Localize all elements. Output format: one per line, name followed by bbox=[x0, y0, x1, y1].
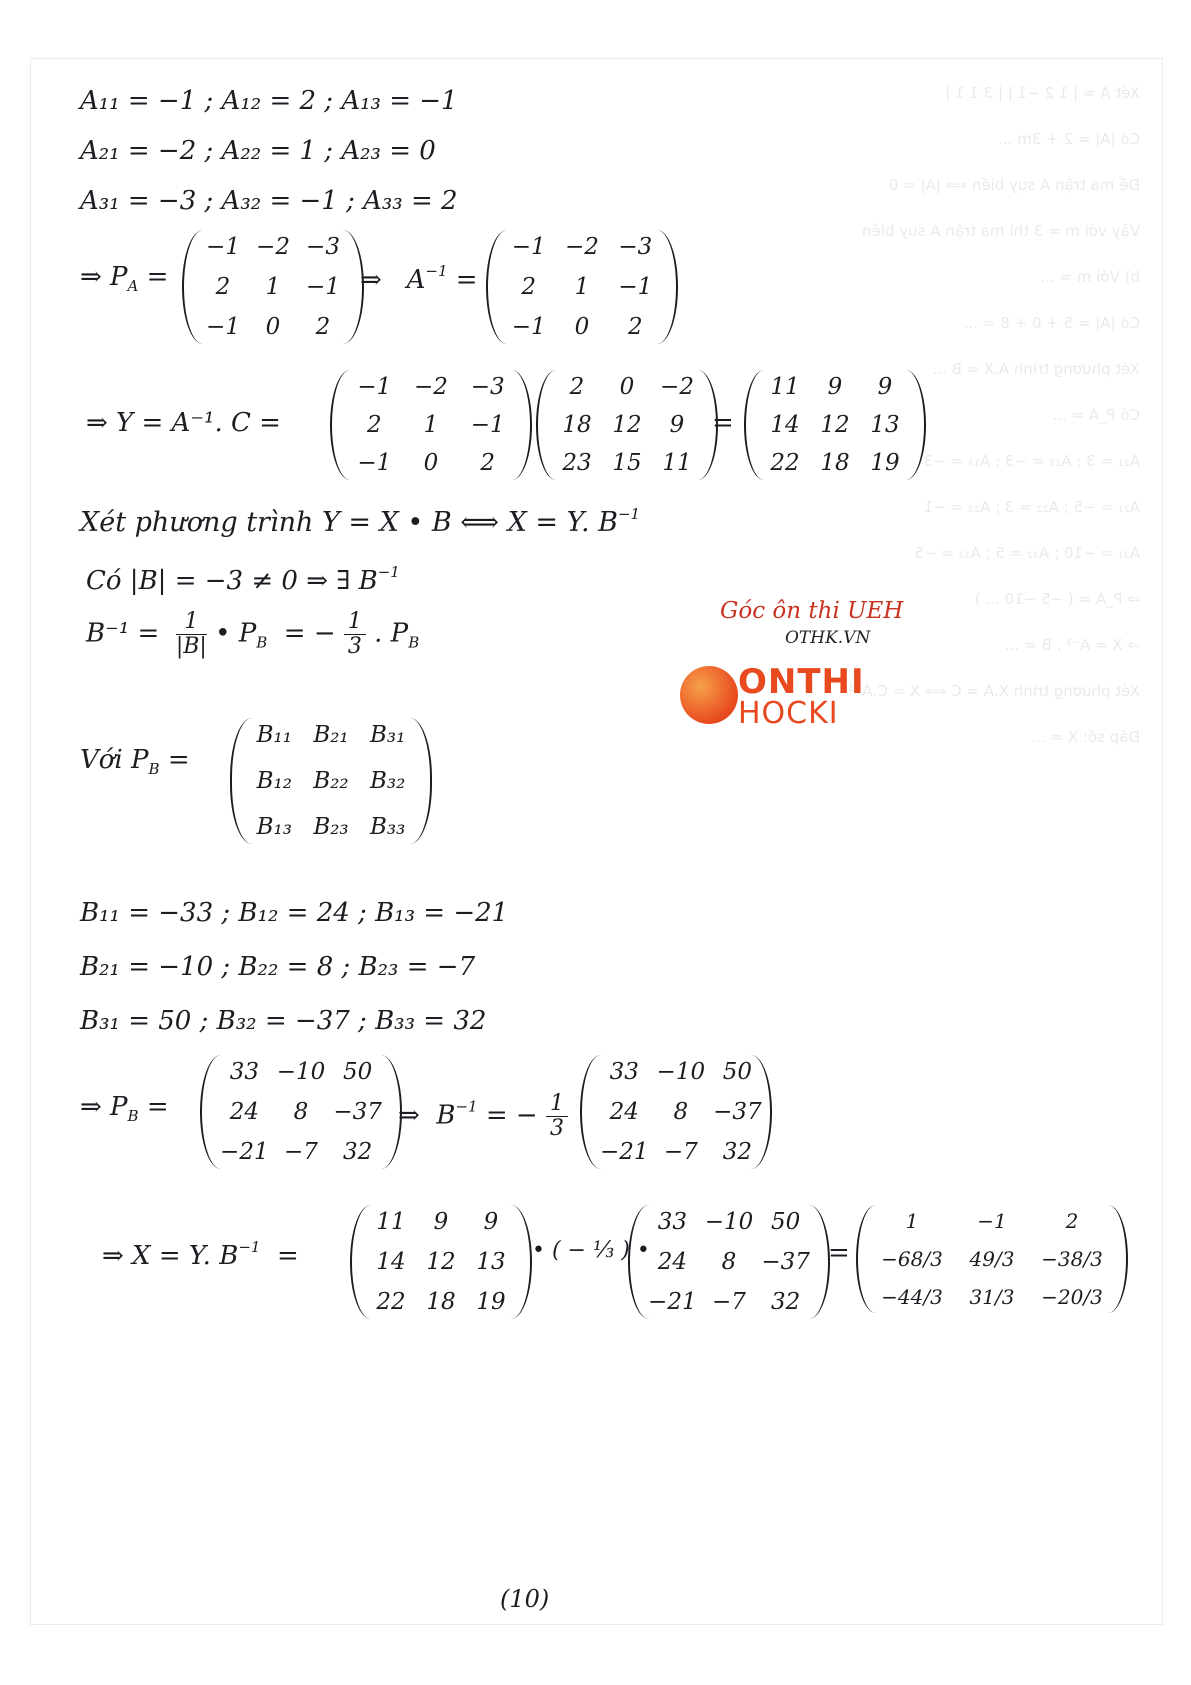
logo-brand-top: ONTHI bbox=[738, 662, 865, 702]
pb-cell: 33 bbox=[229, 1059, 259, 1085]
y-cell: 12 bbox=[820, 412, 850, 438]
ainv-cell: 2 bbox=[521, 274, 536, 300]
y-cell: 22 bbox=[770, 450, 800, 476]
y-cell: 9 bbox=[433, 1209, 449, 1235]
x-cell: −68/3 bbox=[881, 1247, 943, 1271]
logo-mark bbox=[680, 656, 960, 736]
pb-cell: 32 bbox=[343, 1139, 373, 1165]
y-cell: 19 bbox=[870, 450, 900, 476]
pa-cell: −1 bbox=[206, 234, 240, 260]
ainv-cell: −1 bbox=[357, 450, 392, 476]
y-matrix-2 bbox=[350, 1205, 532, 1319]
pb-cell: 50 bbox=[343, 1059, 373, 1085]
pa-cell: 1 bbox=[265, 274, 281, 300]
y-cell: 12 bbox=[426, 1249, 456, 1275]
c-cell: 2 bbox=[569, 374, 585, 400]
pb-matrix-2 bbox=[628, 1205, 830, 1319]
y-cell: 13 bbox=[870, 412, 900, 438]
pb-cell: −10 bbox=[704, 1209, 754, 1235]
ainv-cell: −1 bbox=[511, 314, 546, 340]
c-cell: 0 bbox=[619, 374, 635, 400]
pa-cell: −1 bbox=[306, 274, 340, 300]
pa-cell: −2 bbox=[256, 234, 290, 260]
pb-cell: 50 bbox=[771, 1209, 801, 1235]
c-cell: 23 bbox=[562, 450, 592, 476]
binv-cell: −21 bbox=[600, 1139, 649, 1165]
pb-cell: −21 bbox=[220, 1139, 269, 1165]
x-cell: 2 bbox=[1065, 1209, 1079, 1233]
cofactor-line-a3: A₃₁ = −3 ; A₃₂ = −1 ; A₃₃ = 2 bbox=[80, 186, 458, 216]
ainv-cell: −1 bbox=[511, 234, 546, 260]
x-eq-label: ⇒ X = Y. $B^{-1}$ = bbox=[102, 1238, 299, 1271]
logo-brand-bottom: HOCKI bbox=[738, 696, 839, 731]
y-cell: 13 bbox=[476, 1249, 506, 1275]
c-matrix bbox=[536, 370, 718, 480]
pa-label: ⇒ $P_A$ = bbox=[80, 262, 169, 295]
binv-cell: −10 bbox=[656, 1059, 706, 1085]
pa-cell: 2 bbox=[315, 314, 331, 340]
x-cell: 1 bbox=[905, 1209, 919, 1233]
logo-title: Góc ôn thi UEH bbox=[720, 598, 904, 624]
pb-cell: 24 bbox=[229, 1099, 259, 1125]
y-eq-equals: = bbox=[712, 408, 734, 438]
ainv-cell: 2 bbox=[628, 314, 643, 340]
pb-cell: −37 bbox=[761, 1249, 810, 1275]
b-cofactor-line-3: B₃₁ = 50 ; B₃₂ = −37 ; B₃₃ = 32 bbox=[80, 1006, 487, 1036]
x-cell: 31/3 bbox=[969, 1285, 1015, 1309]
binv-cell: 33 bbox=[609, 1059, 639, 1085]
b-cofactor-line-2: B₂₁ = −10 ; B₂₂ = 8 ; B₂₃ = −7 bbox=[80, 952, 476, 982]
brand-logo bbox=[680, 598, 960, 736]
pb-symbolic-cell: B₃₂ bbox=[369, 768, 406, 794]
y-cell: 9 bbox=[827, 374, 843, 400]
pb-symbolic-cell: B₂₁ bbox=[313, 722, 349, 748]
xet-line: Xét phương trình Y = X • B ⟺ X = Y. $B^{-1}$ bbox=[80, 505, 641, 538]
cofactor-line-a1: A₁₁ = −1 ; A₁₂ = 2 ; A₁₃ = −1 bbox=[80, 86, 458, 116]
pb-matrix bbox=[200, 1055, 402, 1169]
ainv-cell: 1 bbox=[423, 412, 439, 438]
y-cell: 9 bbox=[877, 374, 893, 400]
x-cell: 49/3 bbox=[969, 1247, 1015, 1271]
logo-ball-icon bbox=[680, 666, 738, 724]
ainv-cell: 2 bbox=[480, 450, 495, 476]
x-cell: −38/3 bbox=[1041, 1247, 1103, 1271]
x-cell: −20/3 bbox=[1041, 1285, 1103, 1309]
ainv-cell: −1 bbox=[618, 274, 653, 300]
y-cell: 22 bbox=[376, 1289, 406, 1315]
x-cell: −44/3 bbox=[881, 1285, 943, 1309]
y-eq-label: ⇒ Y = A⁻¹. C = bbox=[86, 408, 281, 438]
y-cell: 9 bbox=[483, 1209, 499, 1235]
y-cell: 18 bbox=[820, 450, 850, 476]
x-cell: −1 bbox=[977, 1209, 1007, 1233]
pa-matrix bbox=[182, 230, 364, 344]
pb-symbolic-matrix bbox=[230, 718, 432, 844]
pb-cell: −7 bbox=[712, 1289, 746, 1315]
cofactor-line-a2: A₂₁ = −2 ; A₂₂ = 1 ; A₂₃ = 0 bbox=[80, 136, 436, 166]
y-cell: 11 bbox=[376, 1209, 406, 1235]
pa-cell: −1 bbox=[206, 314, 240, 340]
binv-label: ⇒ $B^{-1}$ = − $\frac{1}{3}$ bbox=[398, 1092, 568, 1141]
x-result-matrix bbox=[856, 1205, 1128, 1313]
ainv-matrix-2 bbox=[330, 370, 532, 480]
ainv-cell: −2 bbox=[414, 374, 448, 400]
ainv-matrix bbox=[486, 230, 678, 344]
ainv-label: ⇒ $A^{-1}$ = bbox=[360, 262, 478, 295]
pb-cell: 8 bbox=[721, 1249, 737, 1275]
c-cell: 11 bbox=[662, 450, 692, 476]
det-b-line: Có |B| = −3 ≠ 0 ⇒ ∃ $B^{-1}$ bbox=[86, 563, 400, 596]
y-cell: 14 bbox=[376, 1249, 406, 1275]
binv-cell: 8 bbox=[673, 1099, 689, 1125]
c-cell: −2 bbox=[660, 374, 694, 400]
binv-cell: 50 bbox=[722, 1059, 752, 1085]
pb-label: ⇒ $P_B$ = bbox=[80, 1092, 169, 1125]
binv-cell: −37 bbox=[713, 1099, 762, 1125]
b-cofactor-line-1: B₁₁ = −33 ; B₁₂ = 24 ; B₁₃ = −21 bbox=[80, 898, 509, 928]
pa-cell: −3 bbox=[306, 234, 340, 260]
c-cell: 9 bbox=[669, 412, 685, 438]
pb-cell: −7 bbox=[284, 1139, 318, 1165]
voi-pb-label: Với $P_B$ = bbox=[80, 745, 190, 778]
c-cell: 15 bbox=[612, 450, 642, 476]
ainv-cell: −1 bbox=[470, 412, 505, 438]
ainv-cell: 2 bbox=[367, 412, 382, 438]
pb-cell: 8 bbox=[293, 1099, 309, 1125]
y-matrix bbox=[744, 370, 926, 480]
ainv-cell: −3 bbox=[618, 234, 653, 260]
binv-cell: −7 bbox=[663, 1139, 698, 1165]
pb-symbolic-cell: B₁₃ bbox=[256, 814, 292, 840]
binv-cell: 32 bbox=[722, 1139, 752, 1165]
x-eq-scalar: • ( − ⅓ ) • bbox=[532, 1238, 650, 1263]
ainv-cell: −2 bbox=[565, 234, 599, 260]
c-cell: 18 bbox=[562, 412, 592, 438]
pa-cell: 0 bbox=[265, 314, 281, 340]
page-number: (10) bbox=[500, 1585, 550, 1613]
pb-symbolic-cell: B₁₁ bbox=[256, 722, 292, 748]
pb-cell: −37 bbox=[333, 1099, 382, 1125]
pb-cell: −10 bbox=[276, 1059, 326, 1085]
pb-cell: −21 bbox=[648, 1289, 697, 1315]
y-cell: 19 bbox=[476, 1289, 506, 1315]
ainv-cell: −1 bbox=[357, 374, 392, 400]
pb-symbolic-cell: B₃₁ bbox=[369, 722, 406, 748]
y-cell: 11 bbox=[770, 374, 800, 400]
pb-symbolic-cell: B₁₂ bbox=[256, 768, 292, 794]
pb-symbolic-cell: B₂₃ bbox=[313, 814, 349, 840]
ainv-cell: 0 bbox=[423, 450, 439, 476]
y-cell: 14 bbox=[770, 412, 800, 438]
binv-cell: 24 bbox=[609, 1099, 639, 1125]
pb-symbolic-cell: B₃₃ bbox=[369, 814, 406, 840]
binv-matrix bbox=[580, 1055, 772, 1169]
pb-cell: 24 bbox=[657, 1249, 687, 1275]
pb-cell: 32 bbox=[771, 1289, 801, 1315]
binv-formula: B⁻¹ = $\frac{1}{|B|}$ • $P_B$ = − $\frac{1}{3}$ . $P_B$ bbox=[86, 609, 420, 659]
c-cell: 12 bbox=[612, 412, 642, 438]
ainv-cell: 0 bbox=[574, 314, 590, 340]
logo-site: OTHK.VN bbox=[785, 628, 871, 648]
ainv-cell: −3 bbox=[470, 374, 505, 400]
pa-cell: 2 bbox=[215, 274, 231, 300]
bleed-through-decoration: Xét A = | 1 2 −1 | | 3 1 1 | Có |A| = 2 + 3m ... Để ma trận A suy biến ⟺ |A| = 0 Vậy với m = 3 thì ma trận A suy biến b) Với m = ... Có |A| = 5 + 0 + 8 = ... Xét phương trình A.X = B ... Có P_A = ... A₁₁ = 3 ; A₁₂ = −3 ; A₁₃ = −3 A₂₁ = −5 ; A₂₂ = 3 ; A₂₃ = −1 A₃₁ = −10 ; A₃₂ = 5 ; A₃₃ = −5 ⇒ P_A = ( −5 −10 ... ) ⇒ X = A⁻¹ . B = ... Xét phương trình X.A = C ⟺ X = C.A⁻¹ Đáp số: X = ... bbox=[848, 84, 1140, 746]
x-eq-equals: = bbox=[828, 1238, 850, 1268]
pb-symbolic-cell: B₂₂ bbox=[313, 768, 349, 794]
y-cell: 18 bbox=[426, 1289, 456, 1315]
ainv-cell: 1 bbox=[574, 274, 590, 300]
pb-cell: 33 bbox=[657, 1209, 687, 1235]
